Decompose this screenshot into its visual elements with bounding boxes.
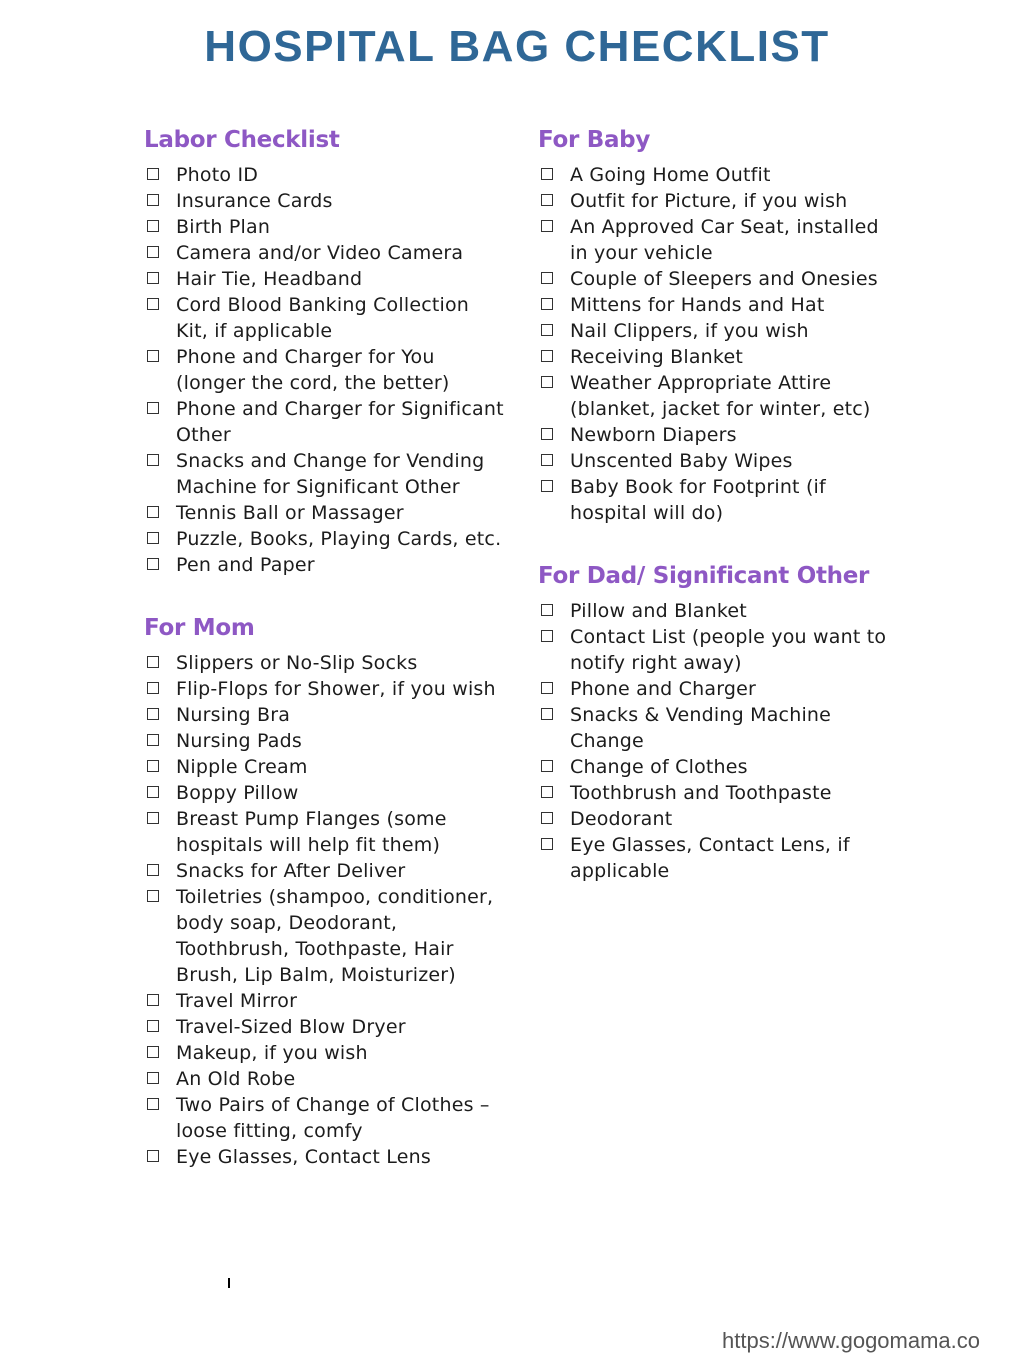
checkbox-icon[interactable]: [541, 168, 553, 180]
checklist-item-label: Pillow and Blanket: [570, 600, 747, 622]
checklist-item-label: Travel-Sized Blow Dryer: [176, 1016, 406, 1038]
checklist-item-label: Newborn Diapers: [570, 424, 737, 446]
checklist-item-label: Nursing Bra: [176, 704, 291, 726]
checklist-item: [538, 370, 898, 422]
checklist-item: [144, 884, 504, 988]
checklist-item: [538, 318, 898, 344]
checkbox-icon[interactable]: [541, 708, 553, 720]
checklist-item: [538, 806, 898, 832]
checklist-item: [144, 266, 504, 292]
checkbox-icon[interactable]: [541, 812, 553, 824]
checklist-item: [144, 188, 504, 214]
checkbox-icon[interactable]: [541, 194, 553, 206]
labor-list: [144, 162, 504, 578]
checklist-item-label: Eye Glasses, Contact Lens, if applicable: [570, 834, 850, 882]
checklist-item-label: A Going Home Outfit: [570, 164, 771, 186]
checklist-item-label: Travel Mirror: [176, 990, 298, 1012]
checkbox-icon[interactable]: [147, 1098, 159, 1110]
checkbox-icon[interactable]: [541, 682, 553, 694]
checkbox-icon[interactable]: [147, 760, 159, 772]
checklist-item: [538, 162, 898, 188]
checklist-item: [144, 344, 504, 396]
checkbox-icon[interactable]: [541, 324, 553, 336]
footer-url: https://www.gogomama.co: [722, 1328, 981, 1353]
checklist-item-label: Two Pairs of Change of Clothes – loose fitting, comfy: [176, 1094, 490, 1142]
checkbox-icon[interactable]: [147, 890, 159, 902]
checklist-item-label: Toothbrush and Toothpaste: [570, 782, 832, 804]
dad-list: [538, 598, 898, 884]
checkbox-icon[interactable]: [147, 272, 159, 284]
checklist-item-label: Snacks & Vending Machine Change: [570, 704, 832, 752]
checklist-item-label: Puzzle, Books, Playing Cards, etc.: [176, 528, 502, 550]
checklist-item-label: Snacks for After Deliver: [176, 860, 406, 882]
checklist-item-label: An Old Robe: [176, 1068, 296, 1090]
checkbox-icon[interactable]: [147, 812, 159, 824]
checkbox-icon[interactable]: [147, 558, 159, 570]
checkbox-icon[interactable]: [147, 1046, 159, 1058]
checklist-item: [144, 858, 504, 884]
checklist-item-label: Makeup, if you wish: [176, 1042, 368, 1064]
checklist-item: [144, 1014, 504, 1040]
checklist-item-label: Deodorant: [570, 808, 673, 830]
checklist-item-label: Weather Appropriate Attire (blanket, jacket for winter, etc): [570, 372, 871, 420]
checklist-item: [538, 474, 898, 526]
checkbox-icon[interactable]: [541, 428, 553, 440]
checkbox-icon[interactable]: [147, 1150, 159, 1162]
checkbox-icon[interactable]: [541, 480, 553, 492]
checkbox-icon[interactable]: [147, 168, 159, 180]
checkbox-icon[interactable]: [147, 246, 159, 258]
checklist-item: [144, 396, 504, 448]
checklist-item-label: Pen and Paper: [176, 554, 315, 576]
checkbox-icon[interactable]: [541, 786, 553, 798]
checklist-item-label: Camera and/or Video Camera: [176, 242, 464, 264]
checklist-item-label: Phone and Charger: [570, 678, 757, 700]
checklist-item-label: Baby Book for Footprint (if hospital will do): [570, 476, 826, 524]
checklist-item: [538, 598, 898, 624]
checklist-item-label: Contact List (people you want to notify right away): [570, 626, 887, 674]
checklist-item: [144, 1040, 504, 1066]
checklist-item-label: Couple of Sleepers and Onesies: [570, 268, 878, 290]
checklist-item: [144, 1066, 504, 1092]
checklist-item: [144, 1144, 504, 1170]
baby-list: [538, 162, 898, 526]
checkbox-icon[interactable]: [541, 760, 553, 772]
checklist-item: [144, 526, 504, 552]
checklist-item: [144, 754, 504, 780]
checkbox-icon[interactable]: [147, 350, 159, 362]
checkbox-icon[interactable]: [147, 506, 159, 518]
checklist-item-label: Snacks and Change for Vending Machine for Significant Other: [176, 450, 485, 498]
checklist-item: [144, 780, 504, 806]
dad-section: [538, 560, 898, 884]
checklist-item: [144, 650, 504, 676]
baby-section: [538, 124, 898, 526]
checklist-item-label: Toiletries (shampoo, conditioner, body soap, Deodorant, Toothbrush, Toothpaste, Hair Brush, Lip Balm, Moisturizer): [176, 886, 494, 986]
checklist-item: [538, 780, 898, 806]
checklist-item: [144, 214, 504, 240]
checklist-item: [538, 188, 898, 214]
checklist-item: [144, 988, 504, 1014]
checkbox-icon[interactable]: [541, 272, 553, 284]
checklist-item-label: Boppy Pillow: [176, 782, 299, 804]
checklist-item: [538, 266, 898, 292]
checklist-item-label: Unscented Baby Wipes: [570, 450, 793, 472]
checklist-item-label: Mittens for Hands and Hat: [570, 294, 825, 316]
checkbox-icon[interactable]: [147, 402, 159, 414]
checklist-item: [144, 292, 504, 344]
checkbox-icon[interactable]: [541, 298, 553, 310]
checklist-item-label: Slippers or No-Slip Socks: [176, 652, 418, 674]
checkbox-icon[interactable]: [541, 838, 553, 850]
mom-section-title: For Mom: [144, 615, 255, 641]
checkbox-icon[interactable]: [147, 1072, 159, 1084]
checklist-item: [144, 702, 504, 728]
checklist-item-label: Breast Pump Flanges (some hospitals will help fit them): [176, 808, 447, 856]
text-cursor: [228, 1278, 230, 1288]
checklist-item: [538, 754, 898, 780]
checklist-item: [144, 728, 504, 754]
page-title: HOSPITAL BAG CHECKLIST: [204, 22, 830, 71]
checkbox-icon[interactable]: [147, 298, 159, 310]
checklist-item-label: Flip-Flops for Shower, if you wish: [176, 678, 496, 700]
checklist-item: [538, 214, 898, 266]
checklist-item: [538, 422, 898, 448]
labor-section: [144, 124, 504, 578]
checkbox-icon[interactable]: [147, 656, 159, 668]
checkbox-icon[interactable]: [541, 630, 553, 642]
checkbox-icon[interactable]: [147, 734, 159, 746]
checklist-item-label: Nursing Pads: [176, 730, 302, 752]
checkbox-icon[interactable]: [147, 194, 159, 206]
checklist-item: [144, 240, 504, 266]
checkbox-icon[interactable]: [147, 864, 159, 876]
checklist-item: [538, 832, 898, 884]
checkbox-icon[interactable]: [541, 220, 553, 232]
checkbox-icon[interactable]: [147, 682, 159, 694]
checkbox-icon[interactable]: [541, 350, 553, 362]
checklist-item-label: Eye Glasses, Contact Lens: [176, 1146, 431, 1168]
checkbox-icon[interactable]: [147, 708, 159, 720]
mom-section: [144, 612, 504, 1170]
labor-section-title: Labor Checklist: [144, 127, 340, 153]
checklist-item: [144, 162, 504, 188]
checklist-item-label: Nipple Cream: [176, 756, 308, 778]
checklist-item-label: Change of Clothes: [570, 756, 748, 778]
checklist-item-label: Tennis Ball or Massager: [176, 502, 404, 524]
checklist-item-label: Insurance Cards: [176, 190, 333, 212]
checklist-item-label: Phone and Charger for Significant Other: [176, 398, 504, 446]
checklist-item-label: Photo ID: [176, 164, 259, 186]
checkbox-icon[interactable]: [147, 532, 159, 544]
dad-section-title: For Dad/ Significant Other: [538, 563, 870, 589]
left-column: [144, 124, 504, 1170]
checklist-item: [144, 1092, 504, 1144]
checklist-item-label: Birth Plan: [176, 216, 271, 238]
checklist-item: [144, 552, 504, 578]
checklist-item: [144, 448, 504, 500]
checkbox-icon[interactable]: [147, 454, 159, 466]
checklist-item: [144, 676, 504, 702]
checklist-item-label: Cord Blood Banking Collection Kit, if applicable: [176, 294, 470, 342]
checklist-item: [538, 344, 898, 370]
checklist-item: [538, 624, 898, 676]
checklist-item-label: Receiving Blanket: [570, 346, 743, 368]
checklist-item-label: Outfit for Picture, if you wish: [570, 190, 848, 212]
checkbox-icon[interactable]: [147, 994, 159, 1006]
checklist-item-label: Nail Clippers, if you wish: [570, 320, 809, 342]
mom-list: [144, 650, 504, 1170]
checklist-item: [144, 806, 504, 858]
checkbox-icon[interactable]: [541, 604, 553, 616]
checklist-item-label: Hair Tie, Headband: [176, 268, 363, 290]
checklist-item: [538, 448, 898, 474]
checkbox-icon[interactable]: [541, 376, 553, 388]
checkbox-icon[interactable]: [147, 220, 159, 232]
baby-section-title: For Baby: [538, 127, 651, 153]
right-column: [538, 124, 898, 884]
checklist-item: [538, 702, 898, 754]
checklist-item: [538, 292, 898, 318]
checklist-item: [144, 500, 504, 526]
checkbox-icon[interactable]: [147, 1020, 159, 1032]
checklist-item: [538, 676, 898, 702]
checkbox-icon[interactable]: [147, 786, 159, 798]
checkbox-icon[interactable]: [541, 454, 553, 466]
checklist-item-label: An Approved Car Seat, installed in your vehicle: [570, 216, 879, 264]
checklist-item-label: Phone and Charger for You (longer the cord, the better): [176, 346, 450, 394]
